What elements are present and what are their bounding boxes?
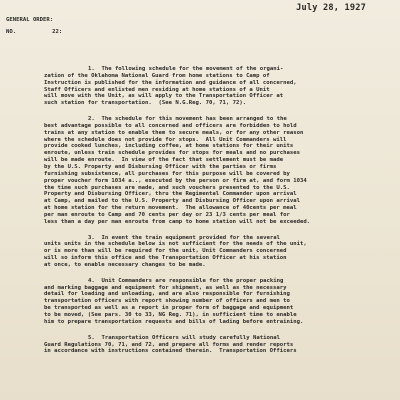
paragraph-line: where the schedule does not provide for stops. All Unit Commanders will [44,136,287,143]
order-header [6,17,62,36]
paragraph-line: units units in the schedule below is not sufficient for the needs of the unit, [44,241,307,248]
paragraph-line: detail for loading and unloading, and are also responsible for furnishing [44,291,290,298]
paragraph-line: enroute, unless train schedule provides for stops for meals and no purchases [44,150,300,157]
paragraph-line: at home station for the return movement. The allowance of 40cents per meal [44,205,297,212]
paragraph-line: by the U.S. Property and Disbursing Officer with the parties or firms [44,163,277,170]
paragraph-line: such station for transportation. (See N.G.Reg. 70, 71, 72). [44,100,247,107]
paragraph-line: or is more than will be required for the unit, Unit Commanders concerned [44,248,287,255]
paragraph-line: 3. In event the train equipment provided for the several [88,234,280,241]
paragraph-line: Guard Regulations 70, 71, and 72, and prepare all forms and render reports [44,341,294,348]
paragraph-line: the time such purchases are made, and such vouchers presented to the U.S. [44,184,290,191]
paragraph-line: 1. The following schedule for the movement of the organi- [88,66,284,72]
paragraph-line: Staff Officers and enlisted men residing at home stations of a Unit [44,86,270,93]
paragraph-line: best advantage possible to all concerned and officers are forbidden to hold [44,122,297,129]
paragraph-line: be transported as well as a report in proper form of baggage and equipment [44,305,294,312]
paragraph-5 [44,335,398,356]
paragraph-line: to be moved, (See pars. 30 to 33, NG Reg. 71), in sufficient time to enable [44,312,297,318]
paragraph-line: in accordance with instructions contained therein. Transportation Officers [44,348,297,355]
paragraph-line: 5. Transportation Officers will study carefully National [88,334,280,341]
document-body [44,66,398,364]
order-number-label: NO. [6,29,17,35]
paragraph-3 [44,235,398,269]
paragraph-line: trains at any station to enable them to secure meals, or for any other reason [44,129,304,136]
paragraph-line: 4. Unit Commanders are responsible for the proper packing [88,277,284,284]
paragraph-2 [44,116,398,226]
general-order-label: GENERAL ORDER: [6,17,54,23]
paragraph-line: will be made enroute. In view of the fact that settlement must be made [44,157,284,164]
paragraph-line: proper voucher form 1034 a.., executed by the person or firm at, and form 1034 [44,177,307,184]
order-number-value: 22: [52,29,63,35]
order-number-line [6,29,62,36]
paragraph-1 [44,66,398,107]
paragraph-line: provide cooked lunches, including coffee, at home stations for their units [44,143,294,150]
paragraph-line: will so inform this office and the Transportation Officer at his station [44,255,287,262]
paragraph-line: and marking baggage and equipment for shipment, as well as the necessary [44,284,287,291]
paragraph-line: zation of the Oklahoma National Guard from home stations to Camp of [44,72,270,79]
paragraph-line: furnishing subsistence, all purchases for this purpose will be covered by [44,170,290,177]
paragraph-line: him to prepare transportation requests and bills of lading before entraining. [44,318,304,325]
document-date: July 28, 1927 [296,3,366,13]
paragraph-line: Property and Disbursing Officer, thru the Regimental Commander upon arrival [44,191,297,198]
paragraph-line: Instruction is published for the information and guidance of all concerned, [44,79,297,86]
paragraph-line: will move with the Unit, as will apply to the Transportation Officer at [44,93,284,100]
paragraph-line: at once, to enable necessary changes to be made. [44,261,206,268]
paragraph-line: per man enroute to Camp and 70 cents per day or 23 1/3 cents per meal for [44,211,290,218]
paragraph-line: transportation officers with report showing number of officers and men to [44,298,290,305]
paragraph-line: at Camp, and mailed to the U.S. Property and Disbursing Officer upon arrival [44,198,300,205]
paragraph-4 [44,278,398,326]
paragraph-line: 2. The schedule for this movement has been arranged to the [88,116,287,123]
paragraph-line: less than a day per man enroute from camp to home station will not be exceeded. [44,218,311,225]
